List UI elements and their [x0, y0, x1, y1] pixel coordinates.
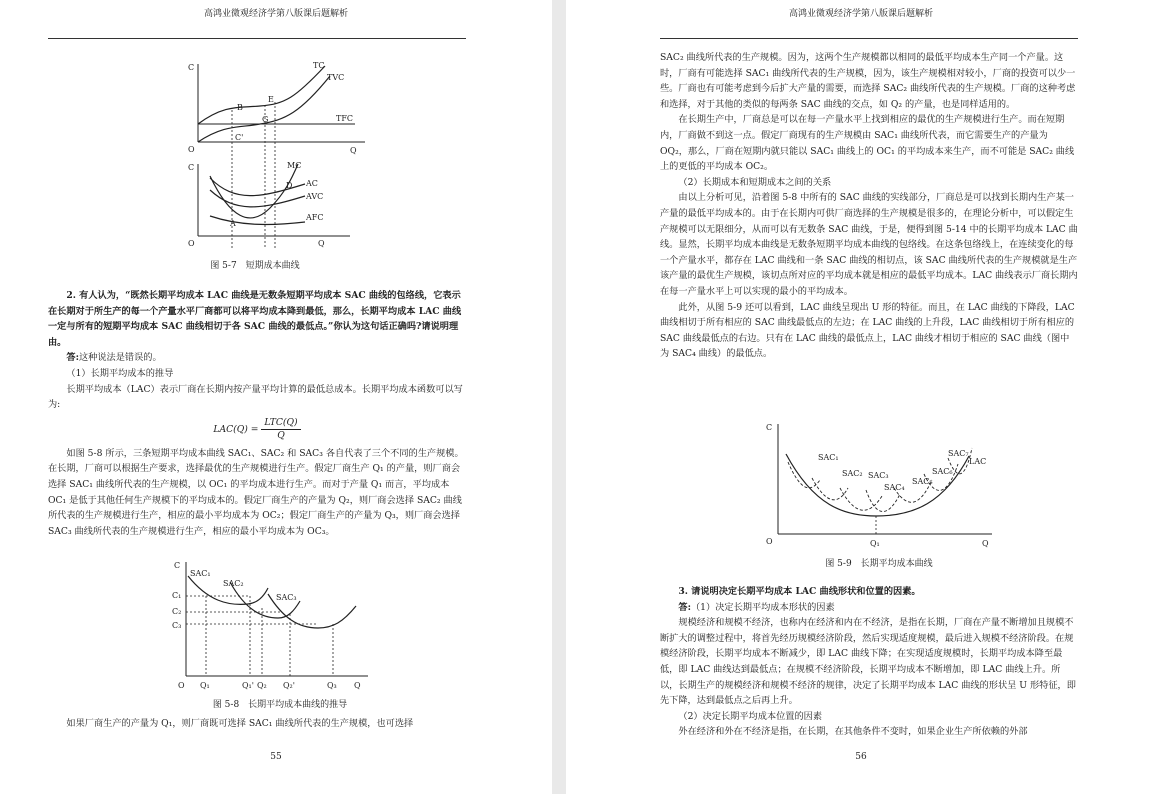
answer-label: 答:	[66, 352, 79, 364]
paragraph-u-shape: 此外，从图 5-9 还可以看到，LAC 曲线呈现出 U 形的特征。而且，在 LAC 曲线的下降段，LAC 曲线相切于所有相应的 SAC 曲线最低点的左边；在 LAC 曲线的上升段，LAC 曲线相切于所有相应的 SAC 曲线最低点的右边。只有在 LAC 曲线的最低点上，LAC 曲线才相切于相应的 SAC 曲线（图中为 SAC₄ 曲线）的最低点。	[660, 301, 1075, 360]
fig58-axis-c: C	[174, 561, 181, 570]
fig59-axis-c: C	[766, 423, 773, 432]
fig58-q2-label: Q₂	[257, 681, 267, 690]
fig57-ac-label: AC	[306, 179, 318, 188]
fig57-tfc-label: TFC	[336, 114, 354, 123]
answer-text: 这种说法是错误的。	[78, 352, 162, 364]
page-56	[566, 0, 1156, 794]
paragraph-envelope: 由以上分析可见，沿着图 5-8 中所有的 SAC 曲线的实线部分，厂商总是可以找到长期内生产某一产量的最低平均成本的。由于在长期内可供厂商选择的生产规模是很多的，在理论分析中，可以假定生产规模可以无限细分，从而可以有无数条 SAC 曲线，于是，便得到图 5-14 中的长期平均成本 LAC 曲线。显然，长期平均成本曲线是无数条短期平均成本曲线的包络线。在这条包络线上，在连续变化的每一个产量水平，都存在 LAC 曲线和一条 SAC 曲线的相切点，该 SAC 曲线所代表的生产规模就是生产该产量的最优生产规模，该切点所对应的平均成本就是相应的最低平均成本。LAC 曲线表示厂商长期内在每一产量水平上可以实现的最小的平均成本。	[660, 192, 1078, 297]
fig58-c3-label: C₃	[172, 621, 182, 630]
fig58-axis-q: Q	[354, 681, 361, 690]
page-number-56: 56	[855, 752, 867, 762]
fig59-q1-label: Q₁	[870, 539, 880, 548]
left-text-block	[48, 288, 466, 539]
subheading-1: （1）长期平均成本的推导	[66, 367, 174, 379]
fig57-axis-q: Q	[350, 146, 357, 155]
fig57b-origin: O	[188, 239, 195, 248]
page-header: 高鸿业微观经济学第八版课后题解析	[203, 9, 348, 19]
fig57-a-label: A	[230, 219, 236, 228]
fig59-sac4-label: SAC₄	[884, 483, 905, 492]
question-3: 3. 请说明决定长期平均成本 LAC 曲线形状和位置的因素。	[678, 586, 921, 597]
right-text-block-top	[660, 50, 1078, 362]
fig57-e-label: E	[268, 95, 274, 104]
fig58-c1-label: C₁	[172, 591, 182, 600]
fig57-origin: O	[188, 145, 195, 154]
paragraph-continued: SAC₂ 曲线所代表的生产规模。因为，这两个生产规模都以相同的最低平均成本生产同一个产量。这时，厂商有可能选择 SAC₁ 曲线所代表的生产规模，因为，该生产规模相对较小，厂商的投资可以少一些。厂商也有可能考虑到今后扩大产量的需要，而选择 SAC₂ 曲线所代表的生产规模。厂商的这种考虑和选择，对于其他的类似的每两条 SAC 曲线的交点，如 Q₂ 的产量，也是同样适用的。	[660, 52, 1076, 110]
subheading-4: （2）决定长期平均成本位置的因素	[678, 710, 823, 722]
lac-formula	[48, 417, 466, 442]
fig58-origin: O	[178, 681, 185, 690]
paragraph-scale-economies: 规模经济和规模不经济，也称内在经济和内在不经济，是指在长期，厂商在产量不断增加且规模不断扩大的调整过程中，将首先经历规模经济阶段，然后实现适度规模，最后进入规模不经济阶段。在规模经济阶段，长期平均成本不断减少，即 LAC 曲线下降；在实现适度规模时，长期平均成本降至最低，即 LAC 曲线达到最低点；在规模不经济阶段，长期平均成本不断增加，即 LAC 曲线上升。所以，长期生产的规模经济和规模不经济的规律，决定了长期平均成本 LAC 曲线的形状呈 U 形特征，即先下降，达到最低点之后再上升。	[660, 617, 1076, 707]
page-header: 高鸿业微观经济学第八版课后题解析	[788, 9, 933, 19]
fig59-axis-q: Q	[982, 539, 989, 548]
right-text-block-bottom	[660, 584, 1078, 740]
subheading-3: （1）决定长期平均成本形状的因素	[690, 601, 835, 613]
fig57-b-label: B	[237, 103, 243, 112]
fig59-lac-label: LAC	[969, 457, 987, 466]
paragraph-long-run: 在长期生产中，厂商总是可以在每一产量水平上找到相应的最优的生产规模进行生产。而在短期内，厂商做不到这一点。假定厂商现有的生产规模由 SAC₁ 曲线所代表，而它需要生产的产量为 OQ₂，那么，厂商在短期内就只能以 SAC₁ 曲线上的 OC₁ 的平均成本来生产，而不可能是 SAC₂ 曲线上的更低的平均成本 OC₂。	[660, 114, 1075, 173]
fig59-sac1-label: SAC₁	[818, 453, 839, 462]
fig58-q2p-label: Q₂'	[283, 681, 295, 690]
formula-numerator: LTC(Q)	[261, 417, 300, 430]
fig58-sac2-label: SAC₂	[223, 579, 244, 588]
left-last-line-block	[48, 716, 466, 732]
fig58-q1p-label: Q₁'	[242, 681, 254, 690]
fig58-caption: 图 5-8 长期平均成本曲线的推导	[212, 700, 348, 710]
fig57-g-label: G	[262, 115, 269, 124]
fig57-mc-label: MC	[287, 161, 302, 170]
fig57-d-label: D	[286, 181, 293, 190]
fig57-avc-label: AVC	[306, 192, 324, 201]
page-55	[0, 0, 552, 794]
fig59-sac6-label: SAC₆	[932, 467, 953, 476]
paragraph-external: 外在经济和外在不经济是指，在长期，在其他条件不变时，如果企业生产所依赖的外部	[678, 726, 1028, 738]
page-number-55: 55	[270, 752, 282, 762]
figure-5-8	[168, 556, 378, 694]
fig59-origin: O	[766, 537, 773, 546]
fig57-afc-label: AFC	[306, 213, 324, 222]
subheading-2: （2）长期成本和短期成本之间的关系	[678, 176, 832, 188]
fig58-sac1-label: SAC₁	[190, 569, 211, 578]
paragraph-fig58: 如图 5-8 所示，三条短期平均成本曲线 SAC₁、SAC₂ 和 SAC₃ 各自代表了三个不同的生产规模。在长期，厂商可以根据生产要求，选择最优的生产规模进行生产。假定厂商生产 Q₁ 的产量，则厂商会选择 SAC₁ 曲线所代表的生产规模，以 OC₁ 的平均成本进行生产。而对于产量 Q₁ 而言，平均成本 OC₁ 是低于其他任何生产规模下的平均成本的。假定厂商生产的产量为 Q₂，则厂商会选择 SAC₂ 曲线所代表的生产规模进行生产，相应的最小平均成本为 OC₂；假定厂商生产的产量为 Q₃，则厂商会选择 SAC₃ 曲线所代表的生产规模进行生产，相应的最小平均成本为 OC₃。	[48, 447, 464, 537]
fig59-sac3-label: SAC₃	[868, 471, 889, 480]
fig58-sac3-label: SAC₃	[276, 593, 297, 602]
fig57-c-point-label: C'	[235, 133, 244, 142]
paragraph-lac-def: 长期平均成本（LAC）表示厂商在长期内按产量平均计算的最低总成本。长期平均成本函数可以写为:	[48, 383, 463, 411]
fig57-tc-label: TC	[313, 61, 325, 70]
fig59-sac5-label: SAC₅	[912, 477, 933, 486]
fig58-q3-label: Q₃	[327, 681, 337, 690]
formula-lhs: LAC(Q) =	[213, 423, 259, 435]
fig59-sac2-label: SAC₂	[842, 469, 863, 478]
header-rule	[660, 38, 1078, 39]
left-last-line: 如果厂商生产的产量为 Q₁，则厂商既可选择 SAC₁ 曲线所代表的生产规模，也可选择	[66, 718, 414, 729]
fig58-q1-label: Q₁	[200, 681, 210, 690]
header-rule	[48, 38, 466, 39]
fig59-caption: 图 5-9 长期平均成本曲线	[825, 559, 933, 569]
fig57b-axis-q: Q	[318, 239, 325, 248]
question-2: 2. 有人认为，“既然长期平均成本 LAC 曲线是无数条短期平均成本 SAC 曲线的包络线，它表示在长期对于所生产的每一个产量水平厂商都可以将平均成本降到最低，那么，长期平均成本 LAC 曲线一定与所有的短期平均成本 SAC 曲线相切于各 SAC 曲线的最低点。”你认为这句话正确吗?请说明理由。	[48, 290, 462, 348]
fig59-sac7-label: SAC₇	[948, 449, 969, 458]
figure-5-9	[764, 418, 1004, 552]
figure-5-7	[180, 58, 380, 253]
fig58-c2-label: C₂	[172, 607, 182, 616]
formula-denominator: Q	[277, 429, 285, 441]
fig57-tvc-label: TVC	[327, 73, 345, 82]
fig57-caption: 图 5-7 短期成本曲线	[210, 261, 300, 271]
fig57b-axis-c: C	[188, 163, 195, 172]
answer-label-3: 答:	[678, 601, 691, 613]
fig57-axis-c: C	[188, 63, 195, 72]
